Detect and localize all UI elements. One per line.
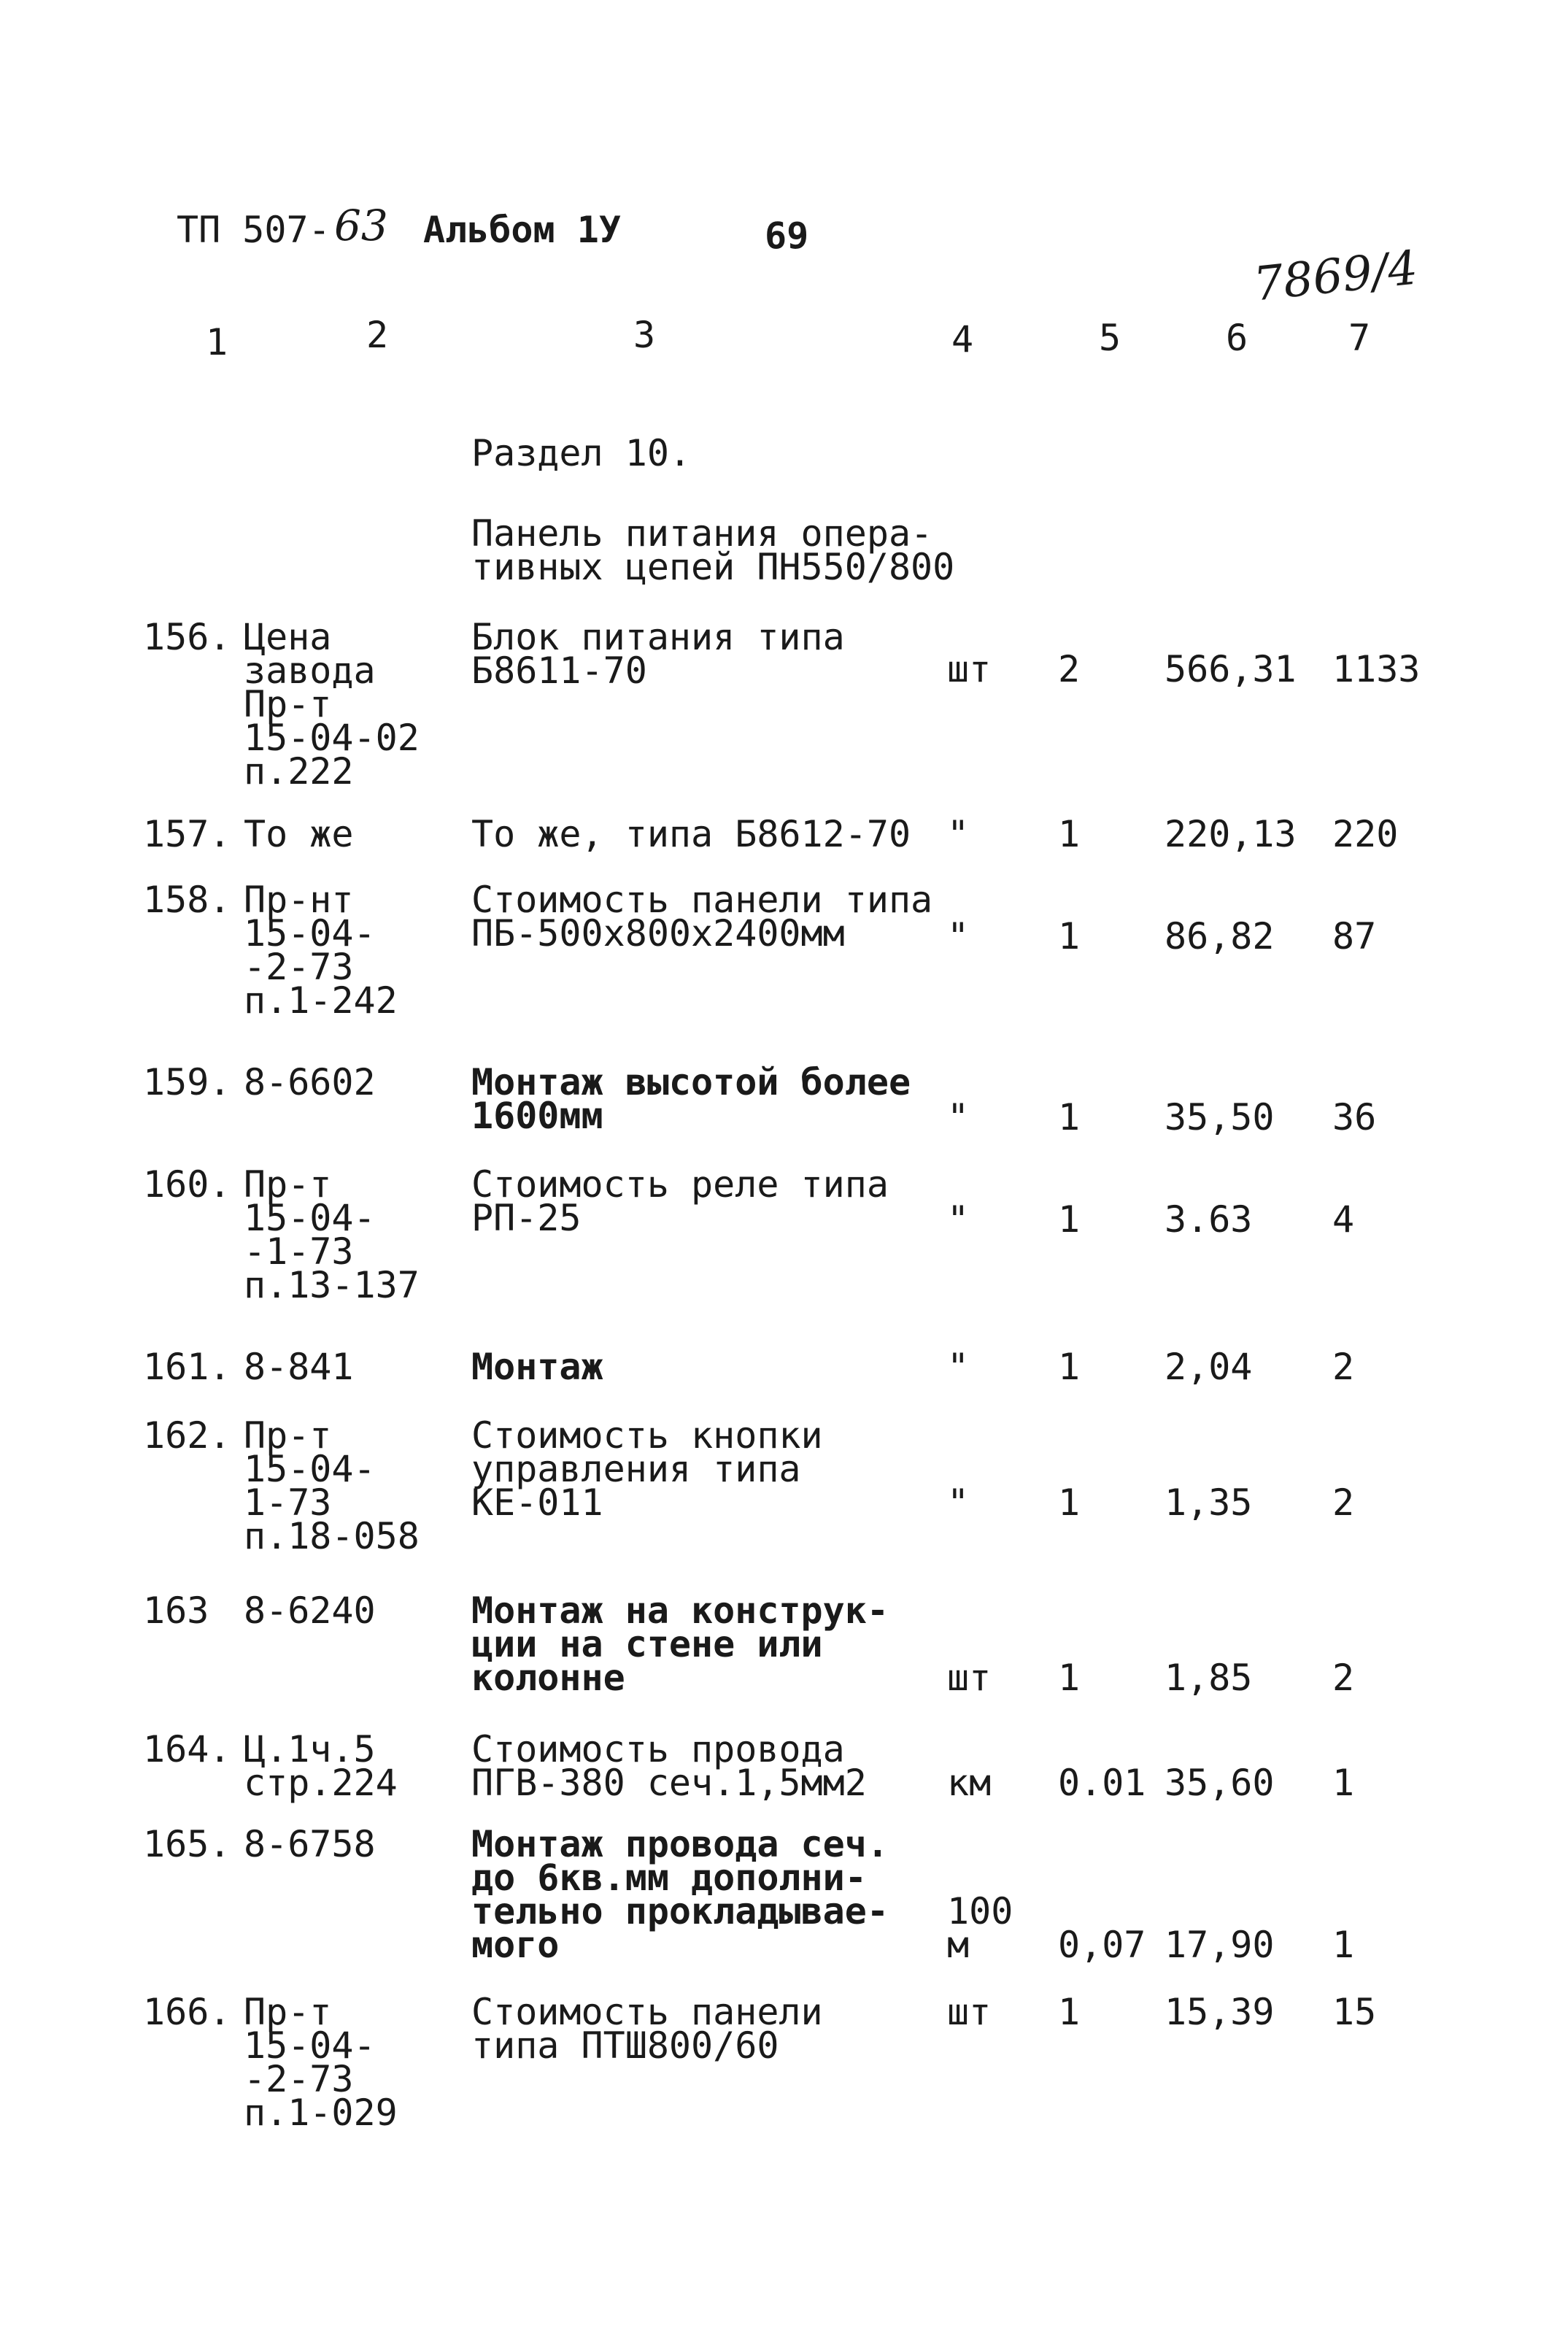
item-description: Монтаж высотой более 1600мм — [471, 1061, 911, 1137]
item-number: 159. — [143, 1061, 231, 1103]
quantity: 1 — [1058, 1198, 1081, 1241]
total-cost: 1 — [1332, 1762, 1355, 1804]
unit-price: 35,60 — [1165, 1762, 1275, 1804]
total-cost: 220 — [1332, 813, 1399, 855]
unit-of-measure: " — [947, 1481, 970, 1524]
unit-of-measure: км — [947, 1762, 992, 1804]
total-cost: 2 — [1332, 1346, 1355, 1388]
column-number: 6 — [1226, 317, 1248, 359]
doc-code-prefix: ТП 507- — [177, 209, 331, 251]
quantity: 1 — [1058, 1991, 1081, 2033]
unit-price: 17,90 — [1165, 1924, 1275, 1966]
item-description: Блок питания типа Б8611-70 — [471, 616, 845, 692]
section-subtitle: Панель питания опера- тивных цепей ПН550/800 — [471, 512, 955, 588]
unit-price: 3.63 — [1165, 1198, 1253, 1241]
item-description: Монтаж на конструк- ции на стене или колонне — [471, 1589, 889, 1699]
quantity: 1 — [1058, 1481, 1081, 1524]
reference-code: 8-841 — [244, 1346, 354, 1388]
item-description: Стоимость провода ПГВ-380 сеч.1,5мм2 — [471, 1728, 867, 1804]
item-number: 164. — [143, 1728, 231, 1770]
unit-price: 2,04 — [1165, 1346, 1253, 1388]
item-number: 162. — [143, 1414, 231, 1457]
reference-code: Пр-т 15-04- -1-73 п.13-137 — [244, 1163, 420, 1306]
reference-code: Пр-т 15-04- -2-73 п.1-029 — [244, 1991, 398, 2134]
reference-code: 8-6240 — [244, 1589, 376, 1632]
quantity: 0,07 — [1058, 1924, 1146, 1966]
column-number: 7 — [1348, 317, 1371, 359]
total-cost: 1133 — [1332, 648, 1421, 690]
item-number: 160. — [143, 1163, 231, 1206]
item-number: 166. — [143, 1991, 231, 2033]
quantity: 1 — [1058, 813, 1081, 855]
quantity: 2 — [1058, 648, 1081, 690]
reference-code: Пр-т 15-04- 1-73 п.18-058 — [244, 1414, 420, 1557]
column-number: 5 — [1099, 317, 1121, 359]
total-cost: 2 — [1332, 1481, 1355, 1524]
section-title: Раздел 10. — [471, 432, 692, 474]
reference-code: Пр-нт 15-04- -2-73 п.1-242 — [244, 879, 398, 1022]
unit-of-measure: шт — [947, 1657, 992, 1699]
item-description: Стоимость панели типа ПТШ800/60 — [471, 1991, 823, 2067]
reference-code: Ц.1ч.5 стр.224 — [244, 1728, 398, 1804]
album-label: Альбом 1У — [423, 209, 621, 251]
unit-price: 566,31 — [1165, 648, 1297, 690]
column-number: 4 — [951, 318, 974, 361]
column-number: 2 — [366, 314, 389, 356]
unit-price: 15,39 — [1165, 1991, 1275, 2033]
quantity: 1 — [1058, 1096, 1081, 1138]
unit-price: 220,13 — [1165, 813, 1297, 855]
unit-of-measure: шт — [947, 648, 992, 690]
unit-price: 35,50 — [1165, 1096, 1275, 1138]
total-cost: 15 — [1332, 1991, 1377, 2033]
total-cost: 87 — [1332, 915, 1377, 957]
total-cost: 4 — [1332, 1198, 1355, 1241]
unit-of-measure: " — [947, 915, 970, 957]
quantity: 1 — [1058, 1346, 1081, 1388]
item-description: Стоимость кнопки управления типа КЕ-011 — [471, 1414, 823, 1524]
column-number: 1 — [206, 321, 228, 363]
total-cost: 36 — [1332, 1096, 1377, 1138]
quantity: 1 — [1058, 1657, 1081, 1699]
item-description: Стоимость реле типа РП-25 — [471, 1163, 889, 1239]
item-number: 163 — [143, 1589, 209, 1632]
unit-of-measure: шт — [947, 1991, 992, 2033]
item-description: Монтаж провода сеч. до 6кв.мм дополни- тельно прокладывае- мого — [471, 1823, 889, 1966]
reference-code: Цена завода Пр-т 15-04-02 п.222 — [244, 616, 420, 793]
quantity: 1 — [1058, 915, 1081, 957]
unit-price: 86,82 — [1165, 915, 1275, 957]
reference-code: 8-6758 — [244, 1823, 376, 1865]
reference-code: То же — [244, 813, 354, 855]
item-number: 156. — [143, 616, 231, 658]
unit-of-measure: " — [947, 1346, 970, 1388]
unit-of-measure: 100 м — [947, 1890, 1013, 1966]
column-number: 3 — [633, 314, 656, 356]
doc-code-number: 63 — [334, 201, 388, 250]
total-cost: 2 — [1332, 1657, 1355, 1699]
item-number: 157. — [143, 813, 231, 855]
unit-of-measure: " — [947, 1096, 970, 1138]
item-description: То же, типа Б8612-70 — [471, 813, 911, 855]
unit-price: 1,85 — [1165, 1657, 1253, 1699]
quantity: 0.01 — [1058, 1762, 1146, 1804]
item-number: 158. — [143, 879, 231, 921]
total-cost: 1 — [1332, 1924, 1355, 1966]
page-number: 69 — [765, 215, 809, 257]
item-description: Стоимость панели типа ПБ-500х800х2400мм — [471, 879, 933, 955]
item-description: Монтаж — [471, 1346, 603, 1388]
inventory-number: 7869/4 — [1251, 241, 1421, 312]
unit-price: 1,35 — [1165, 1481, 1253, 1524]
reference-code: 8-6602 — [244, 1061, 376, 1103]
unit-of-measure: " — [947, 1198, 970, 1241]
unit-of-measure: " — [947, 813, 970, 855]
item-number: 161. — [143, 1346, 231, 1388]
item-number: 165. — [143, 1823, 231, 1865]
